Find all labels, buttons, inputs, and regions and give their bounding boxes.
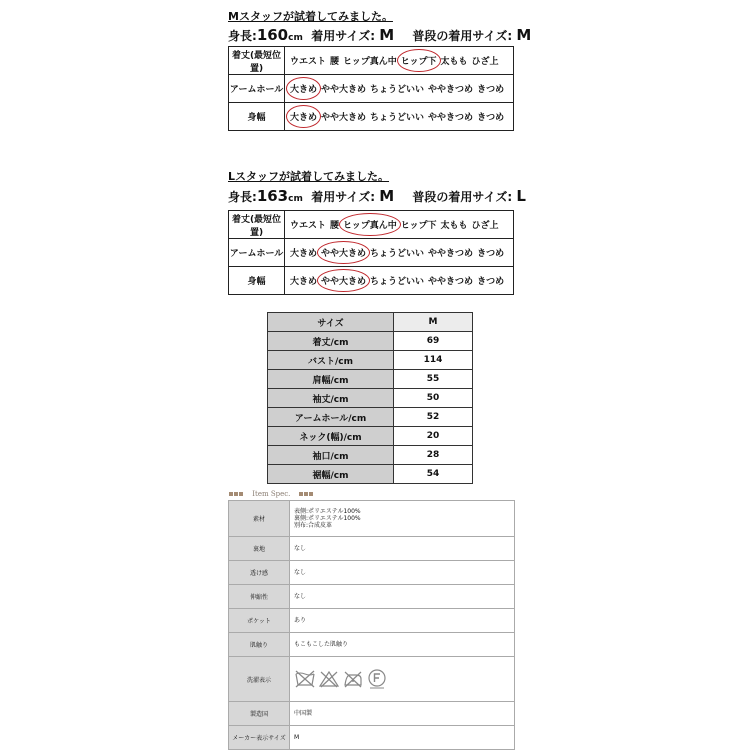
- fit-row-label: 身幅: [229, 267, 285, 295]
- item-spec-table: [228, 500, 515, 750]
- fit-option: ややきつめ: [428, 113, 474, 123]
- decor-square-icon: [229, 492, 233, 496]
- fit-option-selected: 大きめ: [290, 110, 317, 123]
- spec-value: [290, 501, 515, 537]
- size-measure-label: ネック(幅)/cm: [268, 427, 394, 446]
- m-staff-fit-row: [229, 75, 514, 103]
- spec-row-lining: [229, 537, 515, 561]
- spec-key: ポケット: [229, 609, 290, 633]
- spec-row-maker-size: [229, 726, 515, 750]
- spec-value: もこもこした肌触り: [290, 633, 515, 657]
- spec-key: 洗濯表示: [229, 657, 290, 702]
- size-measure-label: 袖丈/cm: [268, 389, 394, 408]
- m-staff-heading: Mスタッフが試着してみました。: [228, 10, 393, 23]
- size-table-header-size: M: [394, 313, 473, 332]
- spec-key: 素材: [229, 501, 290, 537]
- size-table-row: [268, 351, 473, 370]
- dry-clean-f-icon: [366, 668, 388, 690]
- fit-option: きつめ: [477, 85, 505, 95]
- fit-option: 大きめ: [290, 249, 318, 259]
- size-measure-value: 55: [394, 370, 473, 389]
- size-measure-value: 54: [394, 465, 473, 484]
- fit-option-selected: ヒップ下: [401, 54, 437, 67]
- size-measure-value: 114: [394, 351, 473, 370]
- spec-row-pocket: [229, 609, 515, 633]
- m-staff-fit-row: [229, 47, 514, 75]
- spec-value: 中国製: [290, 702, 515, 726]
- l-staff-body-info: 身長:163cm 着用サイズ: M 普段の着用サイズ: L: [228, 187, 526, 205]
- spec-row-sheerness: [229, 561, 515, 585]
- size-measure-label: 着丈/cm: [268, 332, 394, 351]
- fit-option-selected: やや大きめ: [321, 246, 366, 259]
- spec-value: なし: [290, 585, 515, 609]
- size-measure-label: アームホール/cm: [268, 408, 394, 427]
- spec-key: 伸縮性: [229, 585, 290, 609]
- fit-option: やや大きめ: [321, 85, 367, 95]
- spec-row-origin: [229, 702, 515, 726]
- size-table-header-label: サイズ: [268, 313, 394, 332]
- m-staff-fit-table: [228, 46, 514, 131]
- fit-option: ちょうどいい: [370, 85, 425, 95]
- fit-row-options: [285, 267, 514, 295]
- fit-row-label: アームホール: [229, 239, 285, 267]
- fit-option: 大きめ: [290, 277, 318, 287]
- size-measure-value: 50: [394, 389, 473, 408]
- fit-option: ちょうどいい: [370, 277, 425, 287]
- m-staff-body-info: 身長:160cm 着用サイズ: M 普段の着用サイズ: M: [228, 26, 532, 44]
- fit-option: ヒップ下: [400, 221, 437, 231]
- spec-key: 肌触り: [229, 633, 290, 657]
- fit-option: ややきつめ: [428, 249, 474, 259]
- fit-option: きつめ: [477, 249, 505, 259]
- decor-square-icon: [234, 492, 238, 496]
- fit-option: ひざ上: [471, 221, 499, 231]
- fit-option: 腰: [330, 57, 340, 67]
- fit-option-selected: やや大きめ: [321, 274, 366, 287]
- size-table-row: [268, 389, 473, 408]
- size-table-row: [268, 332, 473, 351]
- spec-key: 製造国: [229, 702, 290, 726]
- size-measure-label: バスト/cm: [268, 351, 394, 370]
- care-icons: [294, 668, 514, 690]
- fit-option: きつめ: [477, 113, 505, 123]
- size-measure-value: 52: [394, 408, 473, 427]
- fit-option: 太もも: [440, 57, 468, 67]
- size-table-row: [268, 446, 473, 465]
- item-spec-heading: [229, 490, 314, 498]
- size-measure-label: 肩幅/cm: [268, 370, 394, 389]
- spec-row-material: [229, 501, 515, 537]
- fit-option: ウエスト: [290, 221, 327, 231]
- decor-square-icon: [299, 492, 303, 496]
- spec-row-care: [229, 657, 515, 702]
- size-table-row: [268, 427, 473, 446]
- fit-row-label: 着丈(最短位置): [229, 211, 285, 239]
- spec-value-line: 裏側:ポリエステル100%: [294, 515, 361, 522]
- fit-option: ひざ上: [471, 57, 499, 67]
- l-staff-fit-row: [229, 211, 514, 239]
- fit-option: ウエスト: [290, 57, 327, 67]
- fit-option: 腰: [330, 221, 340, 231]
- size-table-header-row: [268, 313, 473, 332]
- fit-option: やや大きめ: [321, 113, 367, 123]
- spec-key: 透け感: [229, 561, 290, 585]
- size-table-row: [268, 408, 473, 427]
- fit-row-label: アームホール: [229, 75, 285, 103]
- fit-option: 太もも: [440, 221, 468, 231]
- fit-row-label: 着丈(最短位置): [229, 47, 285, 75]
- fit-row-options: [285, 239, 514, 267]
- fit-row-options: [285, 75, 514, 103]
- size-table-row: [268, 370, 473, 389]
- spec-value: あり: [290, 609, 515, 633]
- fit-row-options: [285, 103, 514, 131]
- decor-square-icon: [239, 492, 243, 496]
- spec-row-texture: [229, 633, 515, 657]
- m-staff-fit-row: [229, 103, 514, 131]
- wash-tub-crossed-icon: [294, 669, 316, 689]
- fit-option-selected: 大きめ: [290, 82, 317, 95]
- spec-row-stretch: [229, 585, 515, 609]
- fit-row-options: [285, 47, 514, 75]
- fit-option: ややきつめ: [428, 277, 474, 287]
- l-staff-heading: Lスタッフが試着してみました。: [228, 170, 390, 183]
- spec-value: [290, 657, 515, 702]
- size-table: [267, 312, 473, 484]
- decor-square-icon: [304, 492, 308, 496]
- size-measure-value: 28: [394, 446, 473, 465]
- spec-key: メーカー表示サイズ: [229, 726, 290, 750]
- size-measure-value: 20: [394, 427, 473, 446]
- fit-option: きつめ: [477, 277, 505, 287]
- l-staff-fit-table: [228, 210, 514, 295]
- l-staff-fit-row: [229, 267, 514, 295]
- size-measure-value: 69: [394, 332, 473, 351]
- fit-option: ややきつめ: [428, 85, 474, 95]
- fit-option: ちょうどいい: [370, 249, 425, 259]
- spec-value-line: 表側:ポリエステル100%: [294, 508, 361, 515]
- bleach-triangle-crossed-icon: [318, 669, 340, 689]
- l-staff-fit-row: [229, 239, 514, 267]
- spec-key: 裏地: [229, 537, 290, 561]
- spec-value: なし: [290, 561, 515, 585]
- decor-square-icon: [309, 492, 313, 496]
- size-table-row: [268, 465, 473, 484]
- fit-option: ヒップ真ん中: [343, 57, 397, 67]
- size-measure-label: 袖口/cm: [268, 446, 394, 465]
- fit-row-options: [285, 211, 514, 239]
- item-spec-title: Item Spec.: [252, 490, 291, 498]
- fit-option-selected: ヒップ真ん中: [343, 218, 397, 231]
- fit-row-label: 身幅: [229, 103, 285, 131]
- spec-value: M: [290, 726, 515, 750]
- spec-value: なし: [290, 537, 515, 561]
- size-measure-label: 裾幅/cm: [268, 465, 394, 484]
- iron-crossed-icon: [342, 669, 364, 689]
- spec-value-line: 別布:合成皮革: [294, 522, 333, 529]
- fit-option: ちょうどいい: [370, 113, 425, 123]
